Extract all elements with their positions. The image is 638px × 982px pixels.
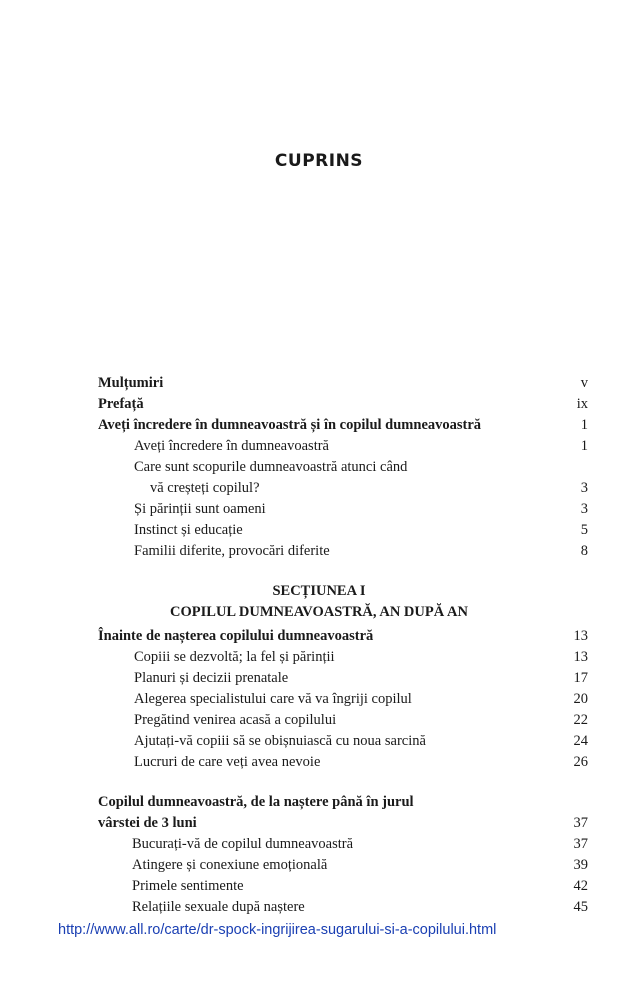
toc-chapter — [98, 792, 588, 812]
toc-chapter-page: 37 — [573, 815, 588, 831]
toc-entry-label: Prefață — [98, 396, 144, 412]
toc-subentry-page: 22 — [573, 712, 588, 728]
toc-subentry-page: 17 — [573, 670, 588, 686]
toc-subentry-page: 24 — [573, 733, 588, 749]
toc-subentry-label: Planuri și decizii prenatale — [134, 670, 289, 686]
toc-subentry-label: Și părinții sunt oameni — [134, 501, 266, 517]
toc-subentry-page: 45 — [573, 899, 588, 915]
toc-subentry — [132, 876, 588, 896]
toc-chapter-label: Înainte de nașterea copilului dumneavoastră — [98, 628, 374, 644]
toc-entry-page: ix — [576, 396, 588, 412]
toc-subentry — [134, 541, 588, 561]
toc-subentry — [134, 689, 588, 709]
toc-subentry-label: Copiii se dezvoltă; la fel și părinții — [134, 649, 335, 665]
toc-subentry-label: Pregătind venirea acasă a copilului — [134, 712, 337, 728]
toc-chapter-label: vârstei de 3 luni — [98, 815, 197, 831]
section-label: SECȚIUNEA I — [272, 583, 366, 599]
toc-subentry — [134, 436, 588, 456]
toc-subentry-page: 3 — [580, 480, 588, 496]
section-title: COPILUL DUMNEAVOASTRĂ, AN DUPĂ AN — [170, 604, 468, 620]
toc-subentry-continuation — [150, 478, 588, 498]
toc-chapter-page: 1 — [580, 417, 588, 433]
toc-subentry-page: 13 — [573, 649, 588, 665]
toc-subentry-page: 39 — [573, 857, 588, 873]
toc-subentry-page: 20 — [573, 691, 588, 707]
toc-chapter-page: 13 — [573, 628, 588, 644]
toc-subentry — [132, 897, 588, 917]
toc-subentry-page: 8 — [580, 543, 588, 559]
toc-subentry-label: Alegerea specialistului care vă va îngriji copilul — [134, 691, 412, 707]
toc-subentry — [134, 710, 588, 730]
toc-subentry — [132, 834, 588, 854]
toc-subentry-label: Primele sentimente — [132, 878, 244, 894]
toc-subentry-label: Lucruri de care veți avea nevoie — [134, 754, 321, 770]
toc-subentry-label: vă creșteți copilul? — [150, 480, 260, 496]
toc-subentry-label: Bucurați-vă de copilul dumneavoastră — [132, 836, 354, 852]
toc-subentry-label: Atingere și conexiune emoțională — [132, 857, 328, 873]
toc-entry — [98, 373, 588, 393]
toc-subentry-page: 1 — [580, 438, 588, 454]
toc-subentry — [134, 520, 588, 540]
toc-subentry — [134, 457, 588, 477]
toc-subentry-page: 3 — [580, 501, 588, 517]
toc-subentry-label: Ajutați-vă copiii să se obișnuiască cu noua sarcină — [134, 733, 426, 749]
toc-subentry-label: Care sunt scopurile dumneavoastră atunci când — [134, 459, 408, 475]
toc-chapter — [98, 626, 588, 646]
toc-subentry-page: 5 — [580, 522, 588, 538]
toc-chapter-label: Aveți încredere în dumneavoastră și în copilul dumneavoastră — [98, 417, 482, 433]
toc-subentry — [134, 752, 588, 772]
toc-subentry-page: 26 — [573, 754, 588, 770]
toc-subentry — [132, 855, 588, 875]
source-link[interactable]: http://www.all.ro/carte/dr-spock-ingrijirea-sugarului-si-a-copilului.html — [58, 922, 497, 938]
toc-subentry-page: 37 — [573, 836, 588, 852]
toc-entry — [98, 394, 588, 414]
toc-chapter — [98, 415, 588, 435]
toc-subentry — [134, 731, 588, 751]
toc-subentry-label: Instinct și educație — [134, 522, 243, 538]
toc-entry-page: v — [580, 375, 588, 391]
toc-entry-label: Mulțumiri — [98, 375, 164, 391]
toc-subentry — [134, 647, 588, 667]
toc-chapter-continuation — [98, 813, 588, 833]
toc-chapter-label: Copilul dumneavoastră, de la naștere până în jurul — [98, 794, 414, 810]
toc-subentry-label: Relațiile sexuale după naștere — [132, 899, 305, 915]
toc-subentry-page: 42 — [573, 878, 588, 894]
toc-subentry-label: Aveți încredere în dumneavoastră — [134, 438, 329, 454]
toc-subentry — [134, 499, 588, 519]
page-title: CUPRINS — [274, 151, 364, 171]
toc-subentry — [134, 668, 588, 688]
toc-subentry-label: Familii diferite, provocări diferite — [134, 543, 330, 559]
